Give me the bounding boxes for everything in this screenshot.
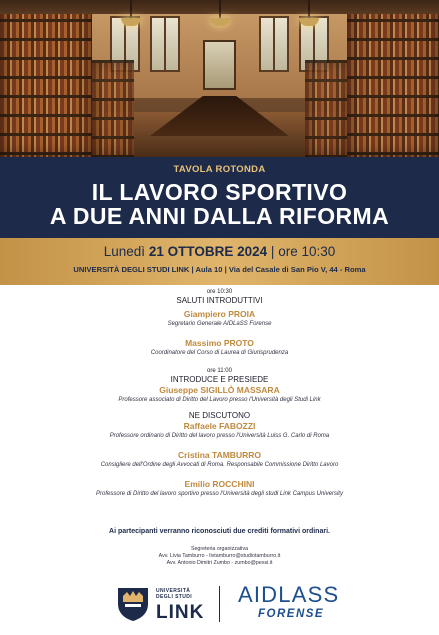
program-section: NE DISCUTONO <box>188 411 251 420</box>
logos-bar <box>0 580 439 630</box>
venue-address: Via del Casale di San Pio V, 44 - Roma <box>228 265 366 274</box>
program-time: ore 11:00 <box>207 368 232 374</box>
event-title <box>0 180 439 228</box>
logo-divider <box>219 586 220 622</box>
org-title: Segreteria organizzativa <box>190 546 249 552</box>
link-university-logo: UNIVERSITÀ DEGLI STUDI LINK <box>116 584 206 624</box>
event-date: 21 OTTOBRE 2024 <box>148 244 268 259</box>
speaker-role: Coordinatore del Corso di Laurea di Giurisprudenza <box>150 350 289 356</box>
chandelier-icon <box>308 0 310 22</box>
aidlass-forense-logo <box>238 582 338 626</box>
title-line-1: IL LAVORO SPORTIVO <box>91 179 348 205</box>
org-contact-1: Avv. Livia Tamburro - livtamburro@studiotamburro.it <box>158 553 281 559</box>
credits-note: Ai partecipanti verranno riconosciuti due crediti formativi ordinari. <box>109 528 330 535</box>
speaker-role: Segretario Generale AIDLaSS Forense <box>167 321 272 327</box>
date-separator: | <box>270 244 275 259</box>
speaker-name: Giuseppe SIGILLÒ MASSARA <box>159 385 280 395</box>
speaker-name: Emilio ROCCHINI <box>184 479 255 489</box>
forense-wordmark: FORENSE <box>258 608 325 620</box>
org-contact-2: Avv. Antonio Dimitri Zumbo - zumbo@pessi.it <box>166 560 273 566</box>
speaker-role: Consigliere dell'Ordine degli Avvocati di Roma. Responsabile Commissione Diritto Lavoro <box>100 462 339 468</box>
program-time: ore 10:30 <box>206 289 233 295</box>
program-section: SALUTI INTRODUTTIVI <box>176 296 263 305</box>
aidlass-wordmark: AIDLASS <box>238 582 340 607</box>
speaker-name: Giampiero PROIA <box>183 309 256 319</box>
organizing-secretariat <box>0 546 439 567</box>
speaker-name: Raffaele FABOZZI <box>183 421 256 431</box>
link-wordmark: LINK <box>156 602 205 623</box>
speaker-name: Cristina TAMBURRO <box>178 450 261 460</box>
title-line-2: A DUE ANNI DALLA RIFORMA <box>49 203 390 229</box>
event-time: ore 10:30 <box>278 244 336 259</box>
shield-icon <box>116 584 150 622</box>
date-strip <box>0 238 439 285</box>
speaker-role: Professore ordinario di Diritto del lavoro presso l'Università Luiss G. Carlo di Roma <box>109 433 330 439</box>
event-date-time <box>0 244 439 259</box>
speaker-role: Professore associato di Diritto del Lavoro presso l'Università degli Studi Link <box>118 397 321 403</box>
venue-university: UNIVERSITÀ DEGLI STUDI LINK <box>73 265 190 274</box>
speaker-role: Professore di Diritto del lavoro sportivo presso l'Università degli studi Link Campus University <box>96 491 343 497</box>
venue-room: Aula 10 <box>195 265 223 274</box>
program-section: INTRODUCE E PRESIEDE <box>170 375 269 384</box>
event-type: TAVOLA ROTONDA <box>173 164 266 175</box>
speaker-name: Massimo PROTO <box>185 338 254 348</box>
chandelier-icon <box>219 0 221 22</box>
event-day: Lunedì <box>103 244 146 259</box>
chandelier-icon <box>130 0 132 22</box>
title-band <box>0 157 439 238</box>
library-hall-photo <box>0 0 439 157</box>
program <box>0 288 439 498</box>
event-venue: UNIVERSITÀ DEGLI STUDI LINK | Aula 10 | Via del Casale di San Pio V, 44 - Roma <box>73 265 366 274</box>
